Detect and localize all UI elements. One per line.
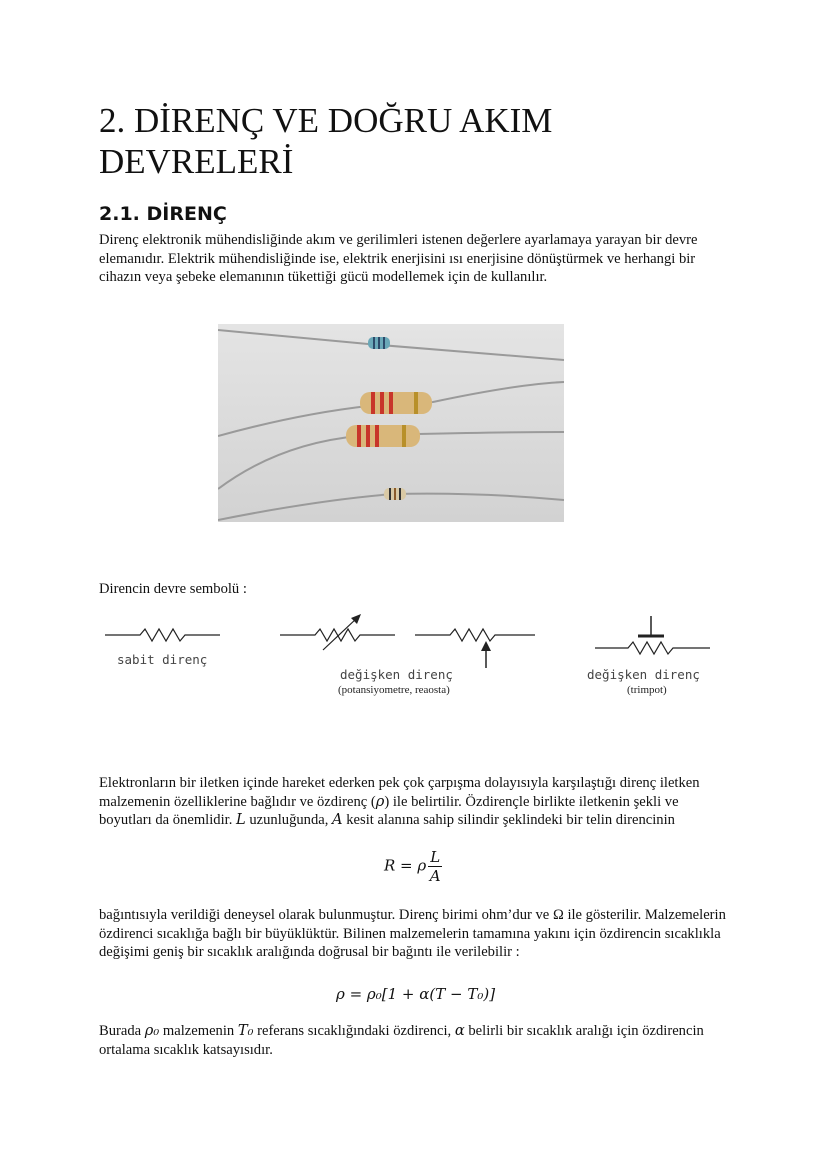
text-run: ) ile belirtilir. Özdirençle birlikte iletkenin şekli ve boyutları da önemlidir. — [99, 793, 679, 829]
fixed-resistor-symbol — [105, 629, 220, 641]
resistance-equation — [384, 848, 442, 885]
section-heading: 2.1. DİRENÇ — [99, 203, 227, 225]
rho-symbol: ρ — [375, 792, 385, 810]
variable-resistor-sublabel: (potansiyometre, reaosta) — [338, 684, 450, 696]
text-run: malzemenin — [159, 1023, 238, 1039]
trimpot-symbol — [595, 616, 710, 654]
text-run: referans sıcaklığındaki özdirenci, — [253, 1023, 455, 1039]
trimpot-label: değişken direnç — [587, 667, 700, 682]
text-run: ile gösterilir. Malzemelerin özdirenci sıcaklığa bağlı bir büyüklüktür. Bilinen malzemelerin tamamına yakını için özdirencin sıcaklıkla değişimi geniş bir sıcaklık aralığında doğrusal bir bağıntı ile verilebilir : — [99, 907, 726, 961]
symbol-caption: Direncin devre sembolü : — [99, 581, 247, 597]
unit-paragraph — [99, 906, 731, 962]
trimpot-sublabel: (trimpot) — [627, 684, 667, 696]
resistor-photo — [218, 324, 564, 522]
potentiometer-symbol — [415, 629, 535, 668]
text-run: uzunluğunda, — [245, 812, 333, 829]
omega-symbol: Ω — [552, 907, 564, 923]
coefficient-paragraph — [99, 1022, 731, 1059]
text-run: belirli bir sıcaklık aralığı için özdirencin ortalama sıcaklık katsayısıdır. — [99, 1023, 704, 1058]
alpha-symbol: α — [454, 1022, 465, 1039]
equation-fraction — [428, 848, 442, 885]
resistor-photo-drawing — [218, 324, 564, 522]
temperature-equation: ρ = ρ₀[1 + α(T − T₀)] — [336, 985, 496, 1003]
fraction-denominator: A — [429, 867, 441, 885]
page-title: 2. DİRENÇ VE DOĞRU AKIM DEVRELERİ — [99, 101, 553, 181]
intro-paragraph: Direnç elektronik mühendisliğinde akım ve gerilimleri istenen değerlere ayarlamaya yarayan bir devre elemanıdır. Elektrik mühendisliğinde ise, elektrik enerjisini ısı enerjisine dönüştürmek ve herhangi bir cihazın veya şebeke elemanının tükettiği gücü modellemek için de kullanılır. — [99, 232, 698, 286]
fixed-resistor-label: sabit direnç — [117, 652, 208, 667]
text-run: Burada — [99, 1023, 145, 1039]
area-symbol: A — [332, 811, 343, 829]
text-run: Elektronların bir iletken içinde hareket ederken pek çok çarpışma dolayısıyla karşılaştığı direnç iletken malzemenin özelliklerine bağlıdır ve özdirenç ( — [99, 775, 700, 810]
equation-lhs: R = ρ — [384, 856, 427, 875]
variable-resistor-symbol — [280, 614, 395, 650]
resistivity-paragraph — [99, 774, 731, 830]
rho0-symbol: ρ₀ — [144, 1022, 160, 1039]
text-run: bağıntısıyla verildiği deneysel olarak bulunmuştur. Direnç birimi ohm’dur ve — [99, 907, 553, 923]
text-run: kesit alanına sahip silindir şeklindeki bir telin direncinin — [342, 812, 675, 829]
variable-resistor-label: değişken direnç — [340, 667, 453, 682]
length-symbol: L — [236, 811, 246, 829]
t0-symbol: T₀ — [237, 1022, 254, 1039]
fraction-numerator: L — [430, 848, 441, 866]
